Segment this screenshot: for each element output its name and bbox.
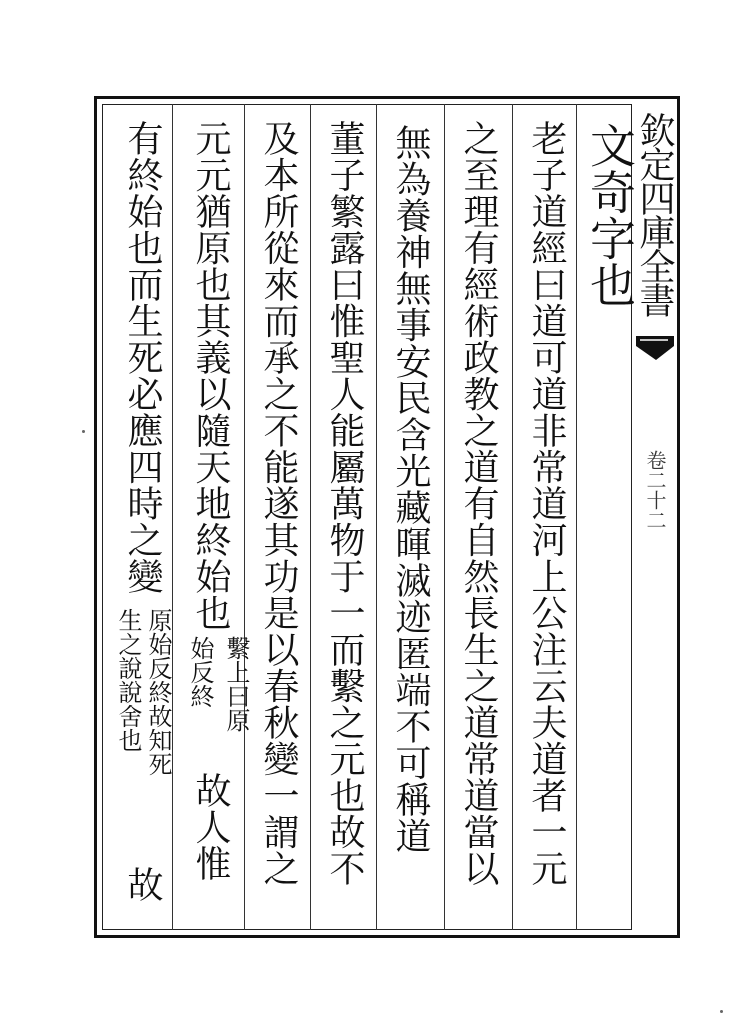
text-column-3: 之至理有經術政教之道有自然長生之道常道當以	[458, 120, 499, 887]
annotation-8-left: 生之說說舍也	[114, 608, 142, 752]
text-column-8-main: 有終始也而生死必應四時之變	[122, 120, 163, 595]
book-title: 欽定四庫全書	[634, 112, 675, 316]
annotation-8-right: 原始反終故知死	[144, 608, 172, 776]
text-column-2: 老子道經曰道可道非常道河上公注云夫道者一元	[526, 120, 567, 887]
column-rule	[310, 104, 311, 930]
column-rule	[376, 104, 377, 930]
column-rule	[244, 104, 245, 930]
scan-speck	[82, 430, 85, 433]
column-rule	[576, 104, 577, 930]
text-column-7-main: 元元猶原也其義以隨天地終始也	[190, 120, 231, 631]
annotation-7-right: 繫上曰原	[222, 636, 250, 732]
text-column-8-tail: 故	[122, 866, 163, 903]
scan-speck	[720, 1010, 723, 1013]
annotation-7-left: 始反終	[186, 636, 214, 708]
fishtail-mark-icon	[634, 334, 676, 362]
text-column-5: 董子繁露曰惟聖人能屬萬物于一而繫之元也故不	[324, 120, 365, 887]
volume-number: 卷二十二	[643, 450, 667, 530]
text-column-4: 無為養神無事安民含光藏暉滅迹匿端不可稱道	[390, 124, 431, 854]
column-rule	[444, 104, 445, 930]
text-column-1: 文奇字也	[583, 122, 637, 308]
column-rule	[172, 104, 173, 930]
text-column-7-tail: 故人惟	[190, 772, 231, 882]
text-column-6: 及本所從來而承之不能遂其功是以春秋變一謂之	[258, 120, 299, 887]
column-rule	[512, 104, 513, 930]
